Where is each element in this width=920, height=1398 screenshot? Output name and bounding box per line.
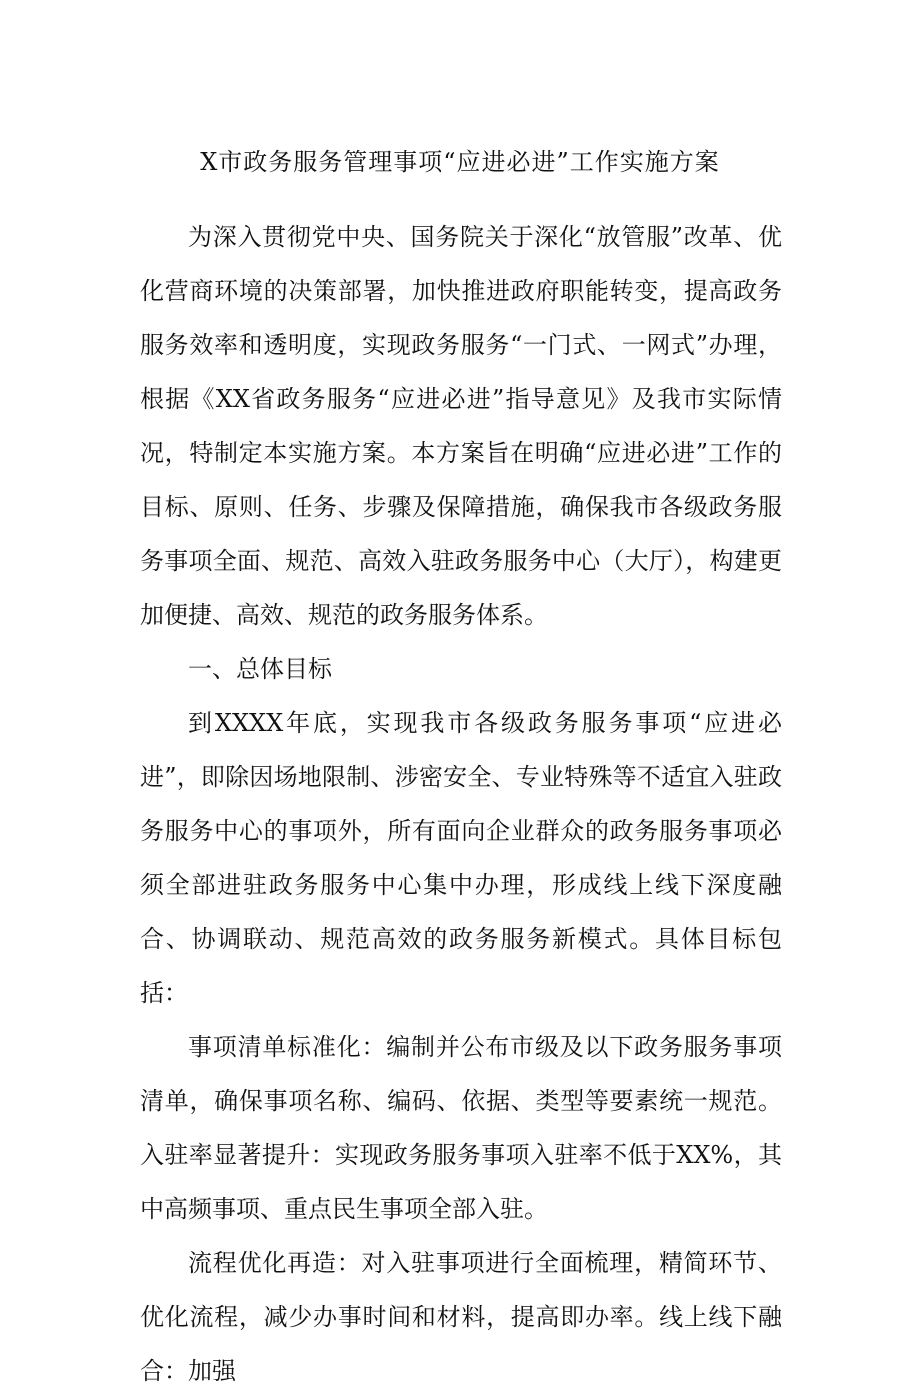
intro-paragraph: 为深入贯彻党中央、国务院关于深化“放管服”改革、优化营商环境的决策部署，加快推进政府职能转变，提高政务服务效率和透明度，实现政务服务“一门式、一网式”办理，根据《XX省政务服务“应进必进”指导意见》及我市实际情况，特制定本实施方案。本方案旨在明确“应进必进”工作的目标、原则、任务、步骤及保障措施，确保我市各级政务服务事项全面、规范、高效入驻政务服务中心（大厅），构建更加便捷、高效、规范的政务服务体系。 <box>140 223 782 629</box>
goal-paragraph: 到XXXX年底，实现我市各级政务服务事项“应进必进”，即除因场地限制、涉密安全、专业特殊等不适宜入驻政务服务中心的事项外，所有面向企业群众的政务服务事项必须全部进驻政务服务中心集中办理，形成线上线下深度融合、协调联动、规范高效的政务服务新模式。具体目标包括： <box>140 709 782 1007</box>
item-list-standardization-paragraph: 事项清单标准化：编制并公布市级及以下政务服务事项清单，确保事项名称、编码、依据、类型等要素统一规范。入驻率显著提升：实现政务服务事项入驻率不低于XX%，其中高频事项、重点民生事项全部入驻。 <box>140 1033 782 1223</box>
process-optimization-paragraph: 流程优化再造：对入驻事项进行全面梳理，精简环节、优化流程，减少办事时间和材料，提高即办率。线上线下融合：加强 <box>140 1249 782 1385</box>
document-title: X市政务服务管理事项“应进必进”工作实施方案 <box>200 148 720 176</box>
section-heading-overall-goal: 一、总体目标 <box>188 655 332 683</box>
document-body <box>140 210 782 1398</box>
